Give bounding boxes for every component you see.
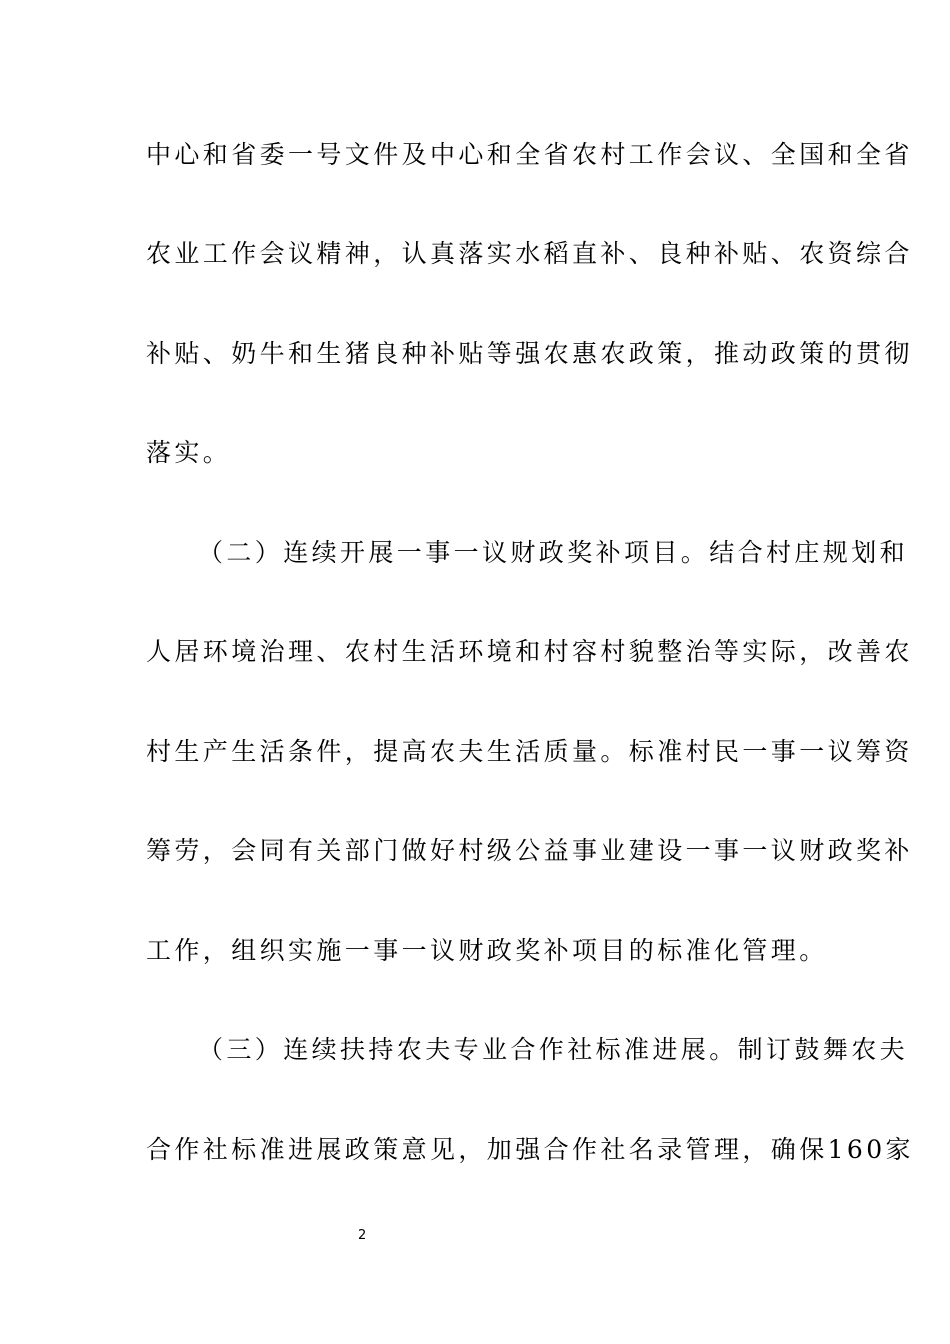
paragraph-line: 补贴、奶牛和生猪良种补贴等强农惠农政策，推动政策的贯彻 [146,339,913,368]
paragraph-line: 中心和省委一号文件及中心和全省农村工作会议、全国和全省 [146,140,913,169]
paragraph-line: 落实。 [146,438,232,467]
page-number: 2 [358,1228,367,1243]
paragraph-line: 人居环境治理、农村生活环境和村容村貌整治等实际，改善农 [146,637,913,666]
paragraph-line: 合作社标准进展政策意见，加强合作社名录管理，确保160家 [146,1135,914,1164]
paragraph-line: （二）连续开展一事一议财政奖补项目。结合村庄规划和 [198,538,909,567]
paragraph-line: 农业工作会议精神，认真落实水稻直补、良种补贴、农资综合 [146,239,913,268]
paragraph-line: 村生产生活条件，提高农夫生活质量。标准村民一事一议筹资 [146,737,913,766]
paragraph-line: 筹劳，会同有关部门做好村级公益事业建设一事一议财政奖补 [146,836,913,865]
paragraph-line: （三）连续扶持农夫专业合作社标准进展。制订鼓舞农夫 [198,1035,909,1064]
paragraph-line: 工作，组织实施一事一议财政奖补项目的标准化管理。 [146,936,828,965]
